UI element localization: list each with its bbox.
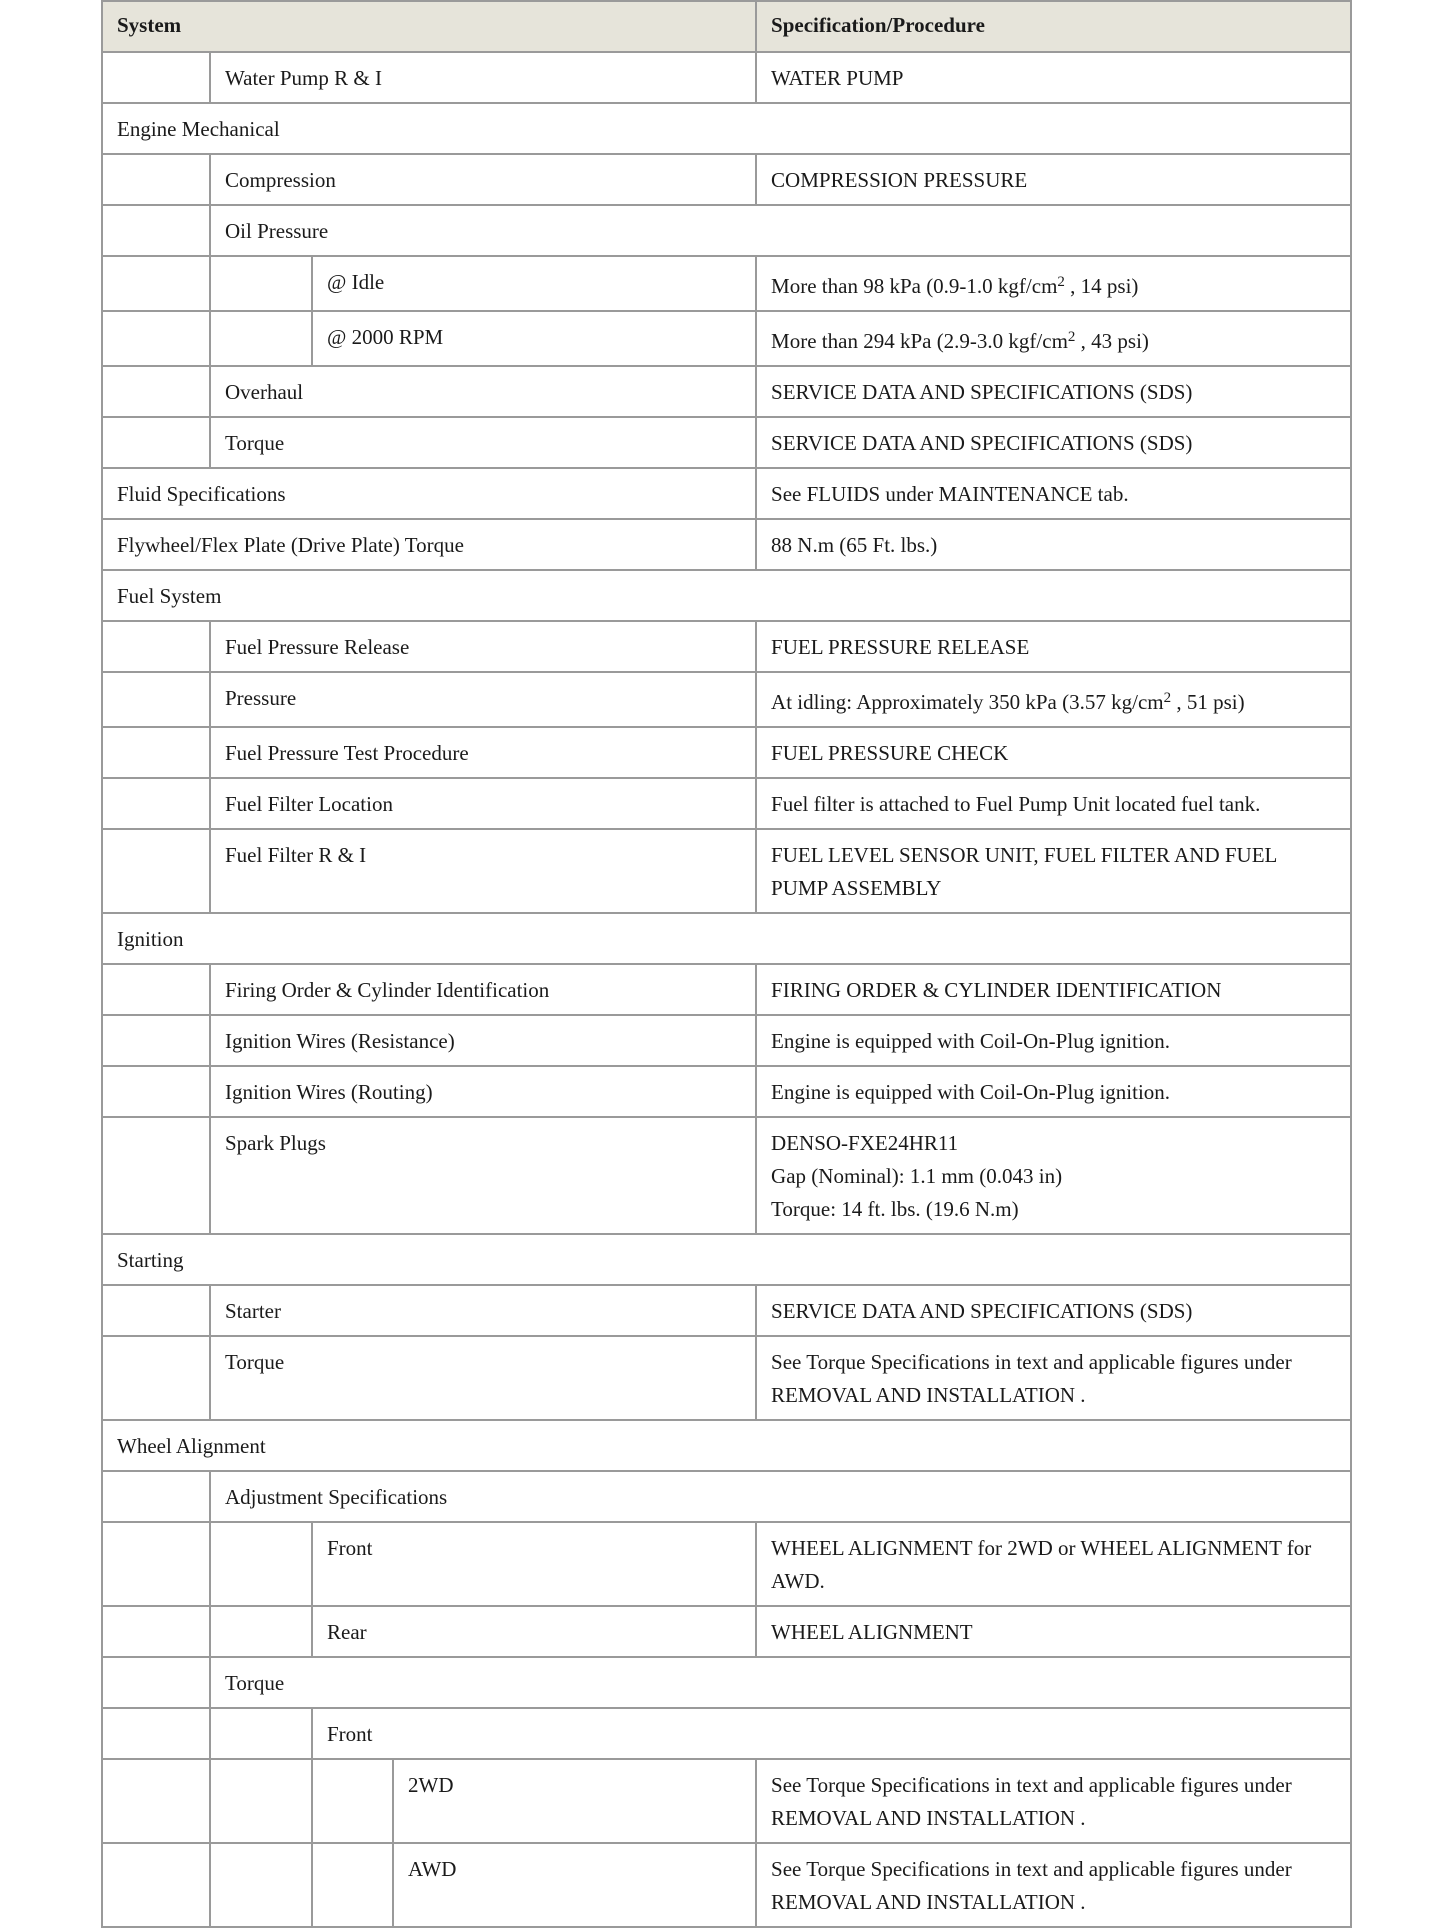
table-row <box>102 1066 1351 1117</box>
indent-cell <box>102 154 210 205</box>
table-header-row <box>102 1 1351 52</box>
row-label: Fuel Filter Location <box>210 778 756 829</box>
indent-cell <box>102 1657 210 1708</box>
indent-cell <box>210 1843 312 1927</box>
row-value: FUEL LEVEL SENSOR UNIT, FUEL FILTER AND FUEL PUMP ASSEMBLY <box>756 829 1351 913</box>
row-label: Ignition Wires (Resistance) <box>210 1015 756 1066</box>
table-row <box>102 621 1351 672</box>
indent-cell <box>102 672 210 727</box>
indent-cell <box>210 1606 312 1657</box>
indent-cell <box>102 1015 210 1066</box>
row-label: Firing Order & Cylinder Identification <box>210 964 756 1015</box>
subsection-label: Oil Pressure <box>210 205 1351 256</box>
row-label: Torque <box>210 1336 756 1420</box>
row-value <box>756 311 1351 366</box>
value-text: , 14 psi) <box>1064 274 1139 298</box>
subsection-label: Front <box>312 1708 1351 1759</box>
row-label: Water Pump R & I <box>210 52 756 103</box>
superscript: 2 <box>1163 690 1172 706</box>
indent-cell <box>102 1336 210 1420</box>
table-row <box>102 1285 1351 1336</box>
indent-cell <box>102 1066 210 1117</box>
indent-cell <box>102 1471 210 1522</box>
row-label: Flywheel/Flex Plate (Drive Plate) Torque <box>102 519 756 570</box>
indent-cell <box>102 829 210 913</box>
indent-cell <box>102 1117 210 1234</box>
row-label: Spark Plugs <box>210 1117 756 1234</box>
table-row <box>102 1117 1351 1234</box>
indent-cell <box>210 1708 312 1759</box>
row-label: Fluid Specifications <box>102 468 756 519</box>
value-text: , 43 psi) <box>1075 329 1149 353</box>
section-row <box>102 1420 1351 1471</box>
row-label: Fuel Pressure Test Procedure <box>210 727 756 778</box>
row-value: SERVICE DATA AND SPECIFICATIONS (SDS) <box>756 366 1351 417</box>
row-value: See FLUIDS under MAINTENANCE tab. <box>756 468 1351 519</box>
spec-table-container <box>101 0 1350 1928</box>
table-row <box>102 1843 1351 1927</box>
row-value <box>756 672 1351 727</box>
row-value: SERVICE DATA AND SPECIFICATIONS (SDS) <box>756 417 1351 468</box>
spark-plug-model: DENSO-FXE24HR11 <box>771 1131 959 1155</box>
subsection-label: Torque <box>210 1657 1351 1708</box>
indent-cell <box>102 1522 210 1606</box>
row-label: 2WD <box>393 1759 756 1843</box>
value-text: More than 294 kPa (2.9-3.0 kgf/cm <box>771 329 1068 353</box>
table-row <box>102 1336 1351 1420</box>
indent-cell <box>102 1285 210 1336</box>
subsection-row <box>102 1657 1351 1708</box>
row-label: Rear <box>312 1606 756 1657</box>
specifications-table <box>101 0 1352 1928</box>
row-label: Torque <box>210 417 756 468</box>
row-label: Ignition Wires (Routing) <box>210 1066 756 1117</box>
indent-cell <box>102 52 210 103</box>
table-row <box>102 1015 1351 1066</box>
row-label: @ Idle <box>312 256 756 311</box>
row-value: See Torque Specifications in text and applicable figures under REMOVAL AND INSTALLATION . <box>756 1759 1351 1843</box>
row-value: WATER PUMP <box>756 52 1351 103</box>
subsection-row <box>102 205 1351 256</box>
indent-cell <box>102 1843 210 1927</box>
indent-cell <box>102 311 210 366</box>
indent-cell <box>102 778 210 829</box>
subsection-label: Adjustment Specifications <box>210 1471 1351 1522</box>
row-value: FUEL PRESSURE RELEASE <box>756 621 1351 672</box>
superscript: 2 <box>1067 329 1076 345</box>
value-text: At idling: Approximately 350 kPa (3.57 kg/cm <box>771 690 1164 714</box>
indent-cell <box>102 621 210 672</box>
indent-cell <box>210 1522 312 1606</box>
section-row <box>102 570 1351 621</box>
table-row <box>102 672 1351 727</box>
row-label: @ 2000 RPM <box>312 311 756 366</box>
subsection-row <box>102 1708 1351 1759</box>
indent-cell <box>102 964 210 1015</box>
spark-plug-gap: Gap (Nominal): 1.1 mm (0.043 in) <box>771 1164 1063 1188</box>
indent-cell <box>312 1759 393 1843</box>
indent-cell <box>102 366 210 417</box>
superscript: 2 <box>1057 274 1065 290</box>
table-row <box>102 52 1351 103</box>
subsection-row <box>102 1471 1351 1522</box>
table-row <box>102 519 1351 570</box>
row-label: AWD <box>393 1843 756 1927</box>
row-label: Fuel Filter R & I <box>210 829 756 913</box>
indent-cell <box>210 1759 312 1843</box>
row-value: Engine is equipped with Coil-On-Plug ignition. <box>756 1015 1351 1066</box>
table-row <box>102 256 1351 311</box>
section-row <box>102 103 1351 154</box>
indent-cell <box>102 1708 210 1759</box>
value-text: More than 98 kPa (0.9-1.0 kgf/cm <box>771 274 1058 298</box>
section-label: Ignition <box>102 913 1351 964</box>
row-label: Starter <box>210 1285 756 1336</box>
indent-cell <box>210 256 312 311</box>
section-label: Starting <box>102 1234 1351 1285</box>
table-row <box>102 778 1351 829</box>
row-value: Fuel filter is attached to Fuel Pump Unit located fuel tank. <box>756 778 1351 829</box>
section-label: Fuel System <box>102 570 1351 621</box>
spark-plug-torque: Torque: 14 ft. lbs. (19.6 N.m) <box>771 1197 1019 1221</box>
row-label: Front <box>312 1522 756 1606</box>
indent-cell <box>102 205 210 256</box>
indent-cell <box>102 1759 210 1843</box>
indent-cell <box>102 417 210 468</box>
table-row <box>102 468 1351 519</box>
row-value: Engine is equipped with Coil-On-Plug ignition. <box>756 1066 1351 1117</box>
row-value: 88 N.m (65 Ft. lbs.) <box>756 519 1351 570</box>
table-row <box>102 311 1351 366</box>
row-value: SERVICE DATA AND SPECIFICATIONS (SDS) <box>756 1285 1351 1336</box>
indent-cell <box>102 256 210 311</box>
section-row <box>102 913 1351 964</box>
row-value <box>756 256 1351 311</box>
row-label: Pressure <box>210 672 756 727</box>
indent-cell <box>210 311 312 366</box>
header-system: System <box>102 1 756 52</box>
table-row <box>102 1759 1351 1843</box>
table-row <box>102 366 1351 417</box>
row-value: COMPRESSION PRESSURE <box>756 154 1351 205</box>
table-row <box>102 1606 1351 1657</box>
row-value: WHEEL ALIGNMENT <box>756 1606 1351 1657</box>
indent-cell <box>312 1843 393 1927</box>
section-label: Wheel Alignment <box>102 1420 1351 1471</box>
header-specification: Specification/Procedure <box>756 1 1351 52</box>
row-value: See Torque Specifications in text and applicable figures under REMOVAL AND INSTALLATION . <box>756 1336 1351 1420</box>
table-row <box>102 1522 1351 1606</box>
value-text: , 51 psi) <box>1171 690 1245 714</box>
table-row <box>102 417 1351 468</box>
row-label: Fuel Pressure Release <box>210 621 756 672</box>
table-row <box>102 154 1351 205</box>
table-row <box>102 964 1351 1015</box>
row-value: See Torque Specifications in text and applicable figures under REMOVAL AND INSTALLATION . <box>756 1843 1351 1927</box>
row-value <box>756 1117 1351 1234</box>
row-value: FIRING ORDER & CYLINDER IDENTIFICATION <box>756 964 1351 1015</box>
table-row <box>102 727 1351 778</box>
section-row <box>102 1234 1351 1285</box>
row-label: Overhaul <box>210 366 756 417</box>
indent-cell <box>102 1606 210 1657</box>
row-value: FUEL PRESSURE CHECK <box>756 727 1351 778</box>
indent-cell <box>102 727 210 778</box>
table-row <box>102 829 1351 913</box>
section-label: Engine Mechanical <box>102 103 1351 154</box>
row-value: WHEEL ALIGNMENT for 2WD or WHEEL ALIGNMENT for AWD. <box>756 1522 1351 1606</box>
row-label: Compression <box>210 154 756 205</box>
